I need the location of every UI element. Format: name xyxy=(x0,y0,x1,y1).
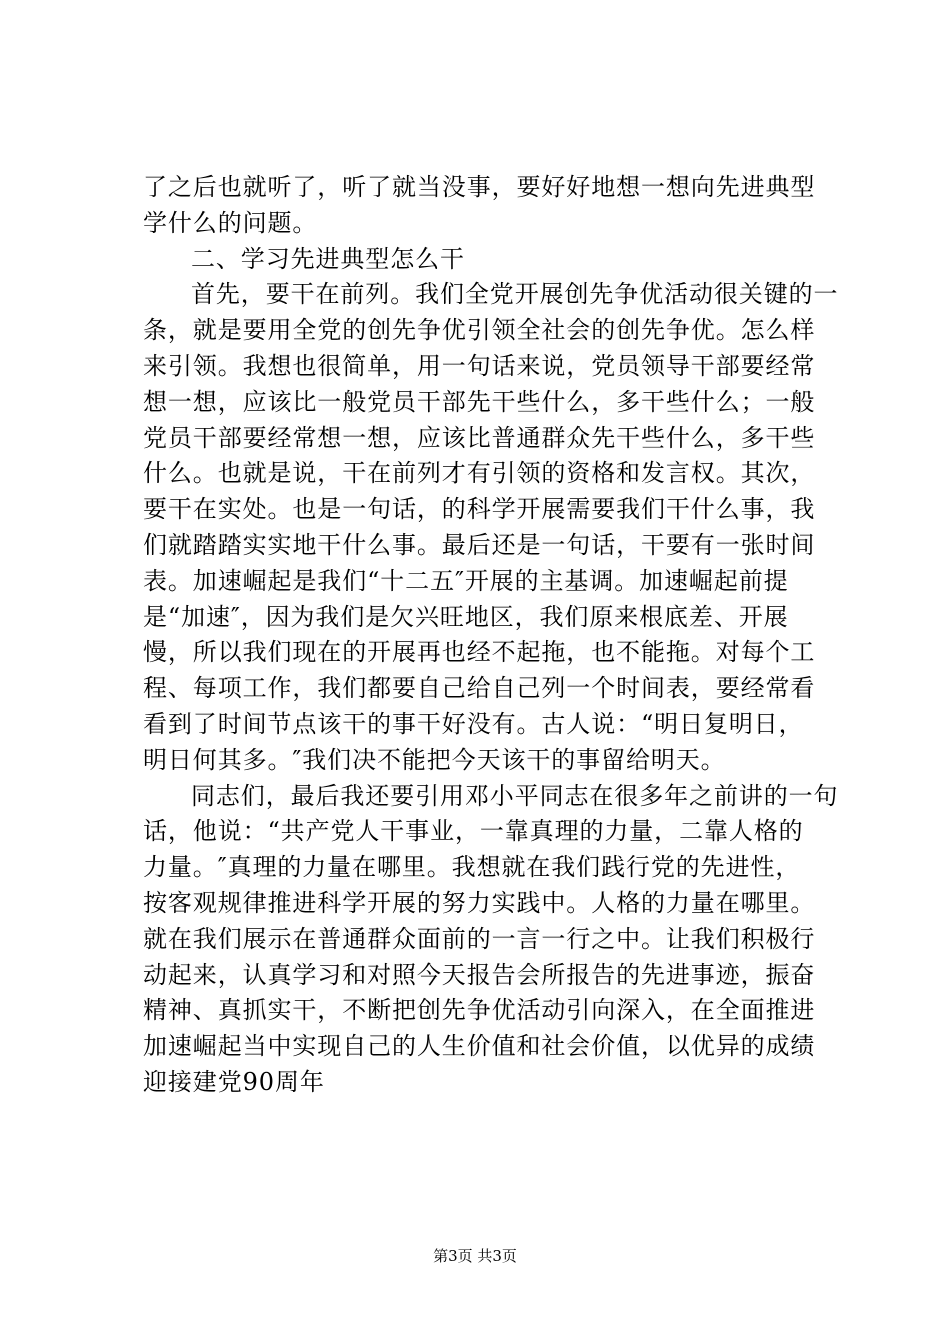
text-line: 来引领。我想也很简单，用一句话来说，党员领导干部要经常 xyxy=(143,351,816,380)
text-line: 就在我们展示在普通群众面前的一言一行之中。让我们积极行 xyxy=(143,924,816,953)
text-line: 想一想，应该比一般党员干部先干些什么，多干些什么；一般 xyxy=(143,387,816,416)
text-line: 党员干部要经常想一想，应该比普通群众先干些什么，多干些 xyxy=(143,423,816,452)
page-number-footer: 第3页 共3页 xyxy=(433,1247,517,1265)
text-line: 慢，所以我们现在的开展再也经不起拖，也不能拖。对每个工 xyxy=(143,638,816,667)
text-line: 动起来，认真学习和对照今天报告会所报告的先进事迹，振奋 xyxy=(143,960,816,989)
text-line: 力量。″真理的力量在哪里。我想就在我们践行党的先进性， xyxy=(143,853,801,882)
text-line: 明日何其多。″我们决不能把今天该干的事留给明天。 xyxy=(143,745,726,774)
text-line: 加速崛起当中实现自己的人生价值和社会价值，以优异的成绩 xyxy=(143,1032,816,1061)
text-line: 学什么的问题。 xyxy=(143,208,318,237)
text-line: 条，就是要用全党的创先争优引领全社会的创先争优。怎么样 xyxy=(143,316,816,345)
text-line: 按客观规律推进科学开展的努力实践中。人格的力量在哪里。 xyxy=(143,888,816,917)
text-line: 同志们，最后我还要引用邓小平同志在很多年之前讲的一句 xyxy=(191,781,839,810)
section-heading: 二、学习先进典型怎么干 xyxy=(191,244,465,273)
text-line: 迎接建党90周年 xyxy=(143,1067,325,1096)
text-line: 话，他说：“共产党人干事业，一靠真理的力量，二靠人格的 xyxy=(143,817,804,846)
text-line: 什么。也就是说，干在前列才有引领的资格和发言权。其次， xyxy=(143,459,816,488)
text-line: 是“加速″，因为我们是欠兴旺地区，我们原来根底差、开展 xyxy=(143,602,789,631)
text-line: 首先，要干在前列。我们全党开展创先争优活动很关键的一 xyxy=(191,280,839,309)
text-line: 了之后也就听了，听了就当没事，要好好地想一想向先进典型 xyxy=(143,173,816,201)
text-line: 们就踏踏实实地干什么事。最后还是一句话，干要有一张时间 xyxy=(143,530,816,559)
text-line: 精神、真抓实干，不断把创先争优活动引向深入，在全面推进 xyxy=(143,996,816,1025)
text-line: 程、每项工作，我们都要自己给自己列一个时间表，要经常看 xyxy=(143,674,816,703)
body-text xyxy=(143,170,843,1101)
text-line: 表。加速崛起是我们“十二五″开展的主基调。加速崛起前提 xyxy=(143,566,789,595)
text-line: 看到了时间节点该干的事干好没有。古人说：“明日复明日， xyxy=(143,709,804,738)
text-line: 要干在实处。也是一句话，的科学开展需要我们干什么事，我 xyxy=(143,495,816,524)
